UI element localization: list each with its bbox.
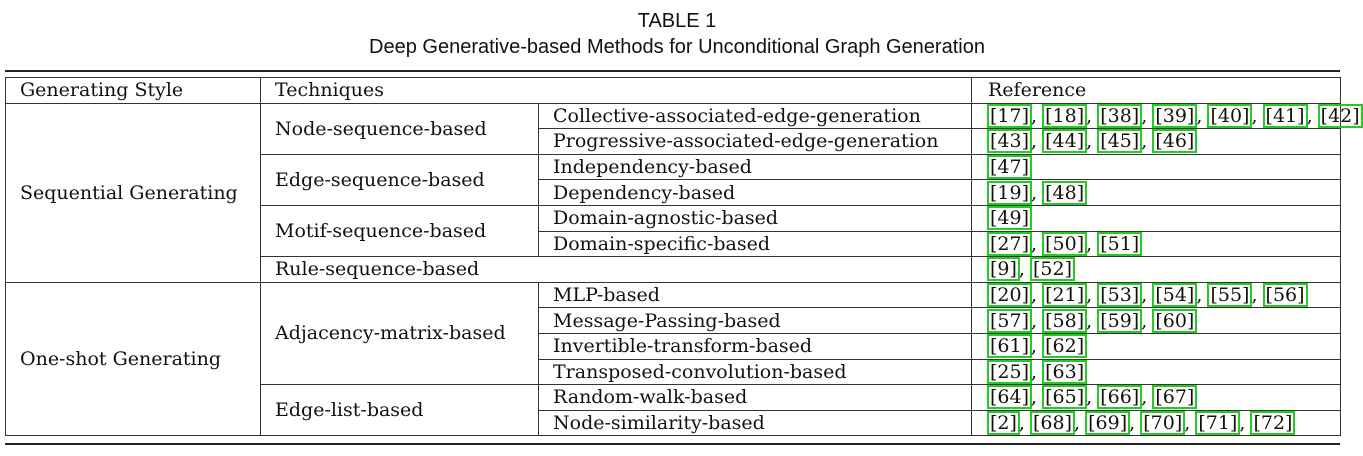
citation-link[interactable]: [19] xyxy=(987,181,1032,205)
citation-link[interactable]: [72] xyxy=(1250,411,1295,435)
reference-cell xyxy=(972,282,1341,308)
citation-separator: , xyxy=(1031,386,1044,409)
citation-link[interactable]: [62] xyxy=(1042,334,1087,358)
citation-link[interactable]: [49] xyxy=(987,206,1032,230)
reference-cell xyxy=(972,231,1341,257)
citation-separator: , xyxy=(1129,412,1142,435)
reference-cell xyxy=(972,359,1341,385)
reference-cell xyxy=(972,410,1341,436)
citation-link[interactable]: [50] xyxy=(1042,232,1087,256)
technique-edge-list: Edge-list-based xyxy=(261,385,539,436)
reference-cell xyxy=(972,308,1341,334)
citation-separator: , xyxy=(1196,104,1209,127)
bottom-rule xyxy=(5,443,1340,445)
subtechnique-cell: Transposed-convolution-based xyxy=(539,359,972,385)
subtechnique-cell: Node-similarity-based xyxy=(539,410,972,436)
citation-link[interactable]: [17] xyxy=(987,104,1032,128)
subtechnique-cell: Domain-agnostic-based xyxy=(539,205,972,231)
table-row xyxy=(6,282,1341,308)
citation-link[interactable]: [18] xyxy=(1042,104,1087,128)
top-rule xyxy=(5,70,1340,72)
citation-separator: , xyxy=(1141,284,1154,307)
citation-link[interactable]: [25] xyxy=(987,360,1032,384)
subtechnique-cell: Random-walk-based xyxy=(539,385,972,411)
technique-node-sequence: Node-sequence-based xyxy=(261,103,539,154)
reference-cell xyxy=(972,257,1341,283)
citation-link[interactable]: [47] xyxy=(987,155,1032,179)
subtechnique-cell: Dependency-based xyxy=(539,180,972,206)
subtechnique-cell: Message-Passing-based xyxy=(539,308,972,334)
citation-link[interactable]: [59] xyxy=(1097,309,1142,333)
table-number: TABLE 1 xyxy=(637,10,717,32)
citation-link[interactable]: [61] xyxy=(987,334,1032,358)
citation-link[interactable]: [58] xyxy=(1042,309,1087,333)
citation-separator: , xyxy=(1141,130,1154,153)
citation-separator: , xyxy=(1141,386,1154,409)
citation-link[interactable]: [9] xyxy=(987,257,1020,281)
citation-link[interactable]: [44] xyxy=(1042,129,1087,153)
citation-separator: , xyxy=(1031,309,1044,332)
citation-link[interactable]: [42] xyxy=(1318,104,1363,128)
subtechnique-cell: Collective-associated-edge-generation xyxy=(539,103,972,129)
citation-link[interactable]: [46] xyxy=(1152,129,1197,153)
group-sequential: Sequential Generating xyxy=(6,103,261,282)
citation-separator: , xyxy=(1251,284,1264,307)
citation-separator: , xyxy=(1031,104,1044,127)
citation-link[interactable]: [68] xyxy=(1030,411,1075,435)
citation-link[interactable]: [51] xyxy=(1097,232,1142,256)
reference-cell xyxy=(972,333,1341,359)
technique-motif-sequence: Motif-sequence-based xyxy=(261,205,539,256)
citation-separator: , xyxy=(1251,104,1264,127)
citation-separator: , xyxy=(1184,412,1197,435)
citation-separator: , xyxy=(1031,181,1044,204)
citation-separator: , xyxy=(1031,130,1044,153)
citation-separator: , xyxy=(1031,335,1044,358)
citation-link[interactable]: [2] xyxy=(987,411,1020,435)
citation-link[interactable]: [60] xyxy=(1152,309,1197,333)
citation-link[interactable]: [66] xyxy=(1097,385,1142,409)
citation-separator: , xyxy=(1086,386,1099,409)
reference-cell xyxy=(972,180,1341,206)
citation-separator: , xyxy=(1031,232,1044,255)
subtechnique-cell: Invertible-transform-based xyxy=(539,333,972,359)
citation-separator: , xyxy=(1086,130,1099,153)
citation-link[interactable]: [39] xyxy=(1152,104,1197,128)
citation-separator: , xyxy=(1074,412,1087,435)
subtechnique-cell: Progressive-associated-edge-generation xyxy=(539,129,972,155)
header-reference: Reference xyxy=(972,78,1341,104)
citation-link[interactable]: [45] xyxy=(1097,129,1142,153)
citation-separator: , xyxy=(1239,412,1252,435)
citation-separator: , xyxy=(1141,104,1154,127)
citation-separator: , xyxy=(1086,104,1099,127)
table-row xyxy=(6,103,1341,129)
citation-link[interactable]: [70] xyxy=(1140,411,1185,435)
citation-link[interactable]: [56] xyxy=(1263,283,1308,307)
citation-separator: , xyxy=(1031,360,1044,383)
methods-table xyxy=(5,77,1360,436)
citation-link[interactable]: [64] xyxy=(987,385,1032,409)
citation-separator: , xyxy=(1031,284,1044,307)
citation-link[interactable]: [20] xyxy=(987,283,1032,307)
header-row xyxy=(6,78,1341,104)
table-title: Deep Generative-based Methods for Unconditional Graph Generation xyxy=(369,36,985,58)
citation-separator: , xyxy=(1086,284,1099,307)
reference-cell xyxy=(972,129,1341,155)
group-oneshot: One-shot Generating xyxy=(6,282,261,436)
citation-separator: , xyxy=(1086,232,1099,255)
header-techniques: Techniques xyxy=(261,78,972,104)
reference-cell xyxy=(972,154,1341,180)
citation-separator: , xyxy=(1141,309,1154,332)
citation-link[interactable]: [54] xyxy=(1152,283,1197,307)
citation-link[interactable]: [69] xyxy=(1085,411,1130,435)
reference-cell xyxy=(972,205,1341,231)
citation-separator: , xyxy=(1196,284,1209,307)
header-generating-style: Generating Style xyxy=(6,78,261,104)
technique-rule-sequence: Rule-sequence-based xyxy=(261,257,972,283)
subtechnique-cell: Independency-based xyxy=(539,154,972,180)
citation-separator: , xyxy=(1086,309,1099,332)
citation-link[interactable]: [57] xyxy=(987,309,1032,333)
technique-edge-sequence: Edge-sequence-based xyxy=(261,154,539,205)
subtechnique-cell: MLP-based xyxy=(539,282,972,308)
citation-separator: , xyxy=(1018,412,1032,435)
citation-link[interactable]: [55] xyxy=(1207,283,1252,307)
citation-link[interactable]: [52] xyxy=(1030,257,1075,281)
citation-link[interactable]: [21] xyxy=(1042,283,1087,307)
citation-link[interactable]: [38] xyxy=(1097,104,1142,128)
citation-separator: , xyxy=(1018,258,1032,281)
reference-cell xyxy=(972,385,1341,411)
citation-link[interactable]: [67] xyxy=(1152,385,1197,409)
subtechnique-cell: Domain-specific-based xyxy=(539,231,972,257)
citation-link[interactable]: [48] xyxy=(1042,181,1087,205)
citation-separator: , xyxy=(1306,104,1319,127)
citation-link[interactable]: [40] xyxy=(1207,104,1252,128)
citation-link[interactable]: [63] xyxy=(1042,360,1087,384)
citation-link[interactable]: [53] xyxy=(1097,283,1142,307)
citation-link[interactable]: [65] xyxy=(1042,385,1087,409)
citation-link[interactable]: [41] xyxy=(1263,104,1308,128)
citation-link[interactable]: [43] xyxy=(987,129,1032,153)
reference-cell xyxy=(972,103,1360,129)
citation-link[interactable]: [27] xyxy=(987,232,1032,256)
technique-adjacency-matrix: Adjacency-matrix-based xyxy=(261,282,539,384)
citation-link[interactable]: [71] xyxy=(1195,411,1240,435)
